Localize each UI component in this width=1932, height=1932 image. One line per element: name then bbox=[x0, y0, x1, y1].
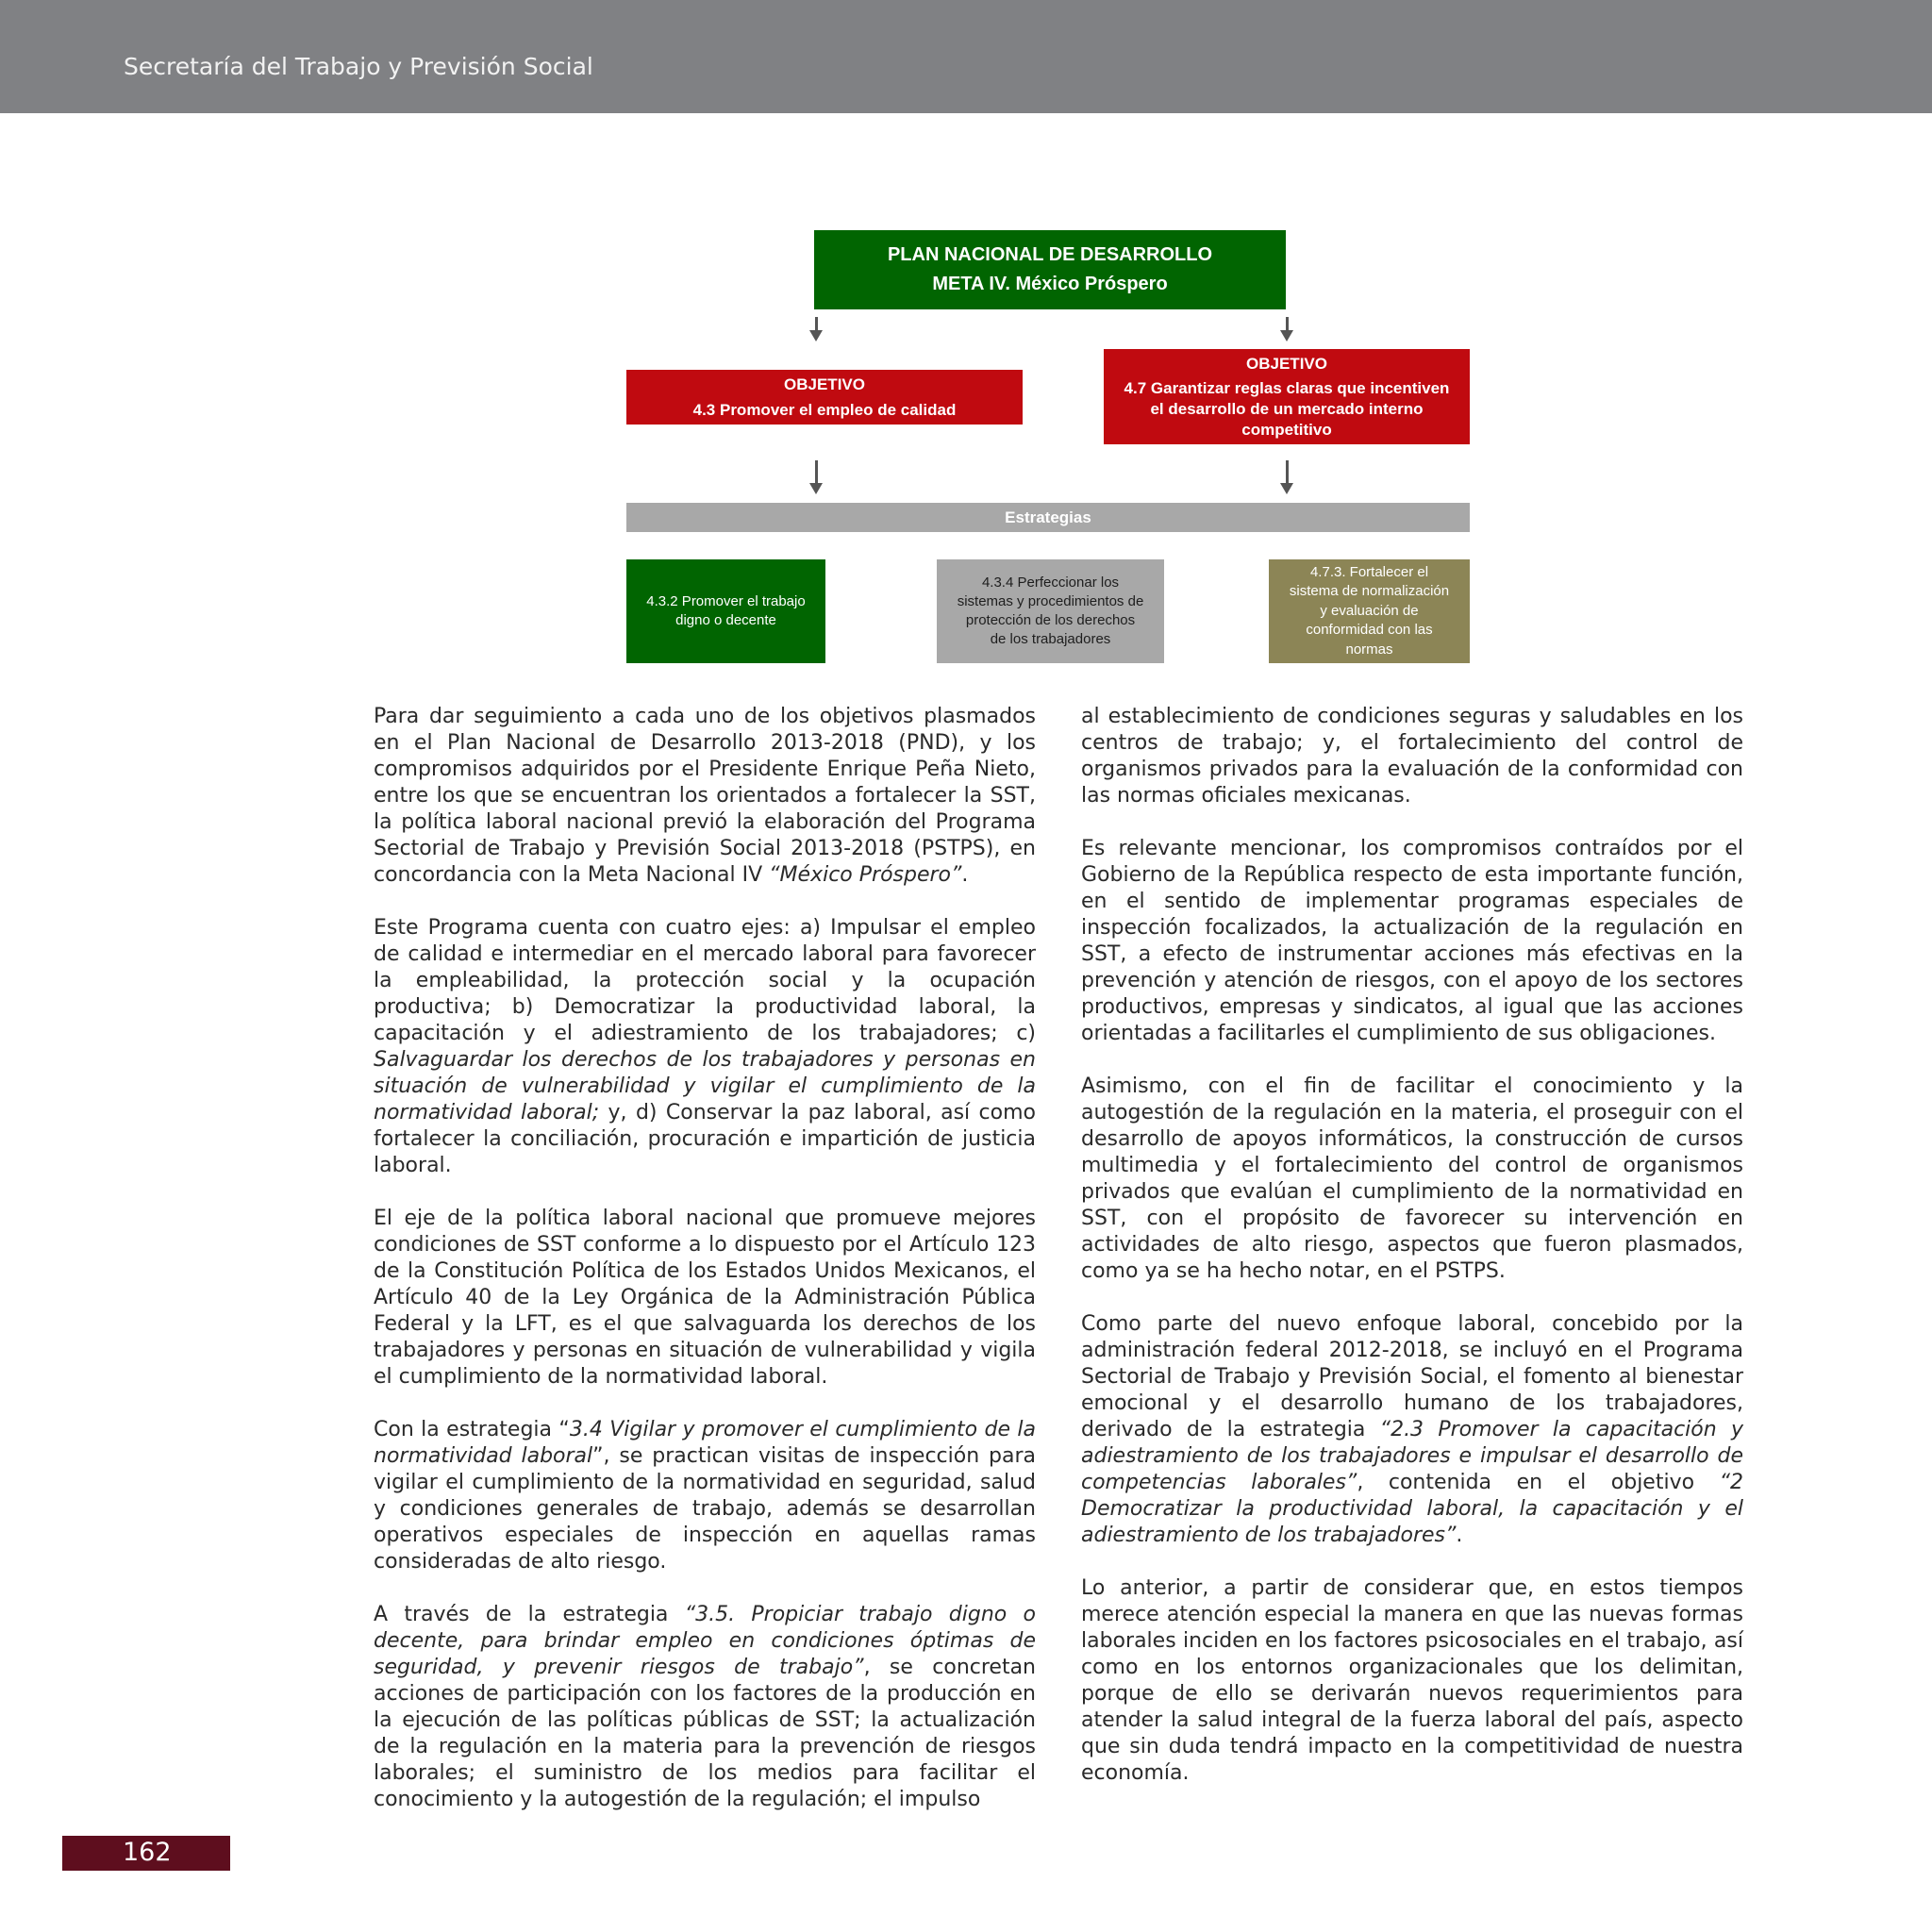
objective-heading: OBJETIVO bbox=[1246, 354, 1327, 373]
objective-text-line: competitivo bbox=[1241, 420, 1332, 439]
paragraph: Para dar seguimiento a cada uno de los objetivos plasmados en el Plan Nacional de Desarrollo 2013-2018 (PND), y los compromisos adquiridos por el Presidente Enrique Peña Nieto, entre los que se encuentran los orientados a fortalecer la SST, la política laboral nacional previó la elaboración del Programa Sectorial de Trabajo y Previsión Social 2013-2018 (PSTPS), en concordancia con la Meta Nacional IV “México Próspero”. bbox=[374, 705, 1036, 887]
plan-subtitle: META IV. México Próspero bbox=[932, 274, 1168, 294]
strategy-box-4-7-3 bbox=[1269, 559, 1470, 663]
objective-box-4-3 bbox=[626, 370, 1023, 425]
objective-text: 4.3 Promover el empleo de calidad bbox=[692, 401, 957, 419]
strategy-box-4-3-4 bbox=[937, 559, 1164, 663]
header-title: Secretaría del Trabajo y Previsión Social bbox=[124, 53, 593, 80]
strategy-text-line: 4.3.2 Promover el trabajo bbox=[646, 593, 806, 609]
paragraph: Como parte del nuevo enfoque laboral, concebido por la administración federal 2012-2018, se incluyó en el Programa Sectorial de Trabajo y Previsión Social, el fomento al bienestar emocional y el desarrollo humano de los trabajadores, derivado de la estrategia “2.3 Promover la capacitación y adiestramiento de los trabajadores e impulsar el desarrollo de competencias laborales”, contenida en el objetivo “2 Democratizar la productividad laboral, la capacitación y el adiestramiento de los trabajadores”. bbox=[1081, 1312, 1743, 1547]
page-number: 162 bbox=[123, 1838, 172, 1867]
arrow-down-icon bbox=[809, 317, 823, 341]
arrow-down-icon bbox=[809, 460, 823, 494]
paragraph: A través de la estrategia “3.5. Propiciar trabajo digno o decente, para brindar empleo en condiciones óptimas de seguridad, y prevenir riesgos de trabajo”, se concretan acciones de participación con los factores de la producción en la ejecución de las políticas públicas de SST; la actualización de la regulación en la materia para la prevención de riesgos laborales; el suministro de los medios para facilitar el conocimiento y la autogestión de la regulación; el impulso bbox=[374, 1603, 1036, 1811]
strategy-text-line: y evaluación de bbox=[1320, 602, 1419, 619]
paragraph: Asimismo, con el fin de facilitar el conocimiento y la autogestión de la regulación en la materia, el proseguir con el desarrollo de apoyos informáticos, la construcción de cursos multimedia y el fortalecimiento del control de organismos privados que evalúan el cumplimiento de la normatividad en SST, con el propósito de favorecer su intervención en actividades de alto riesgo, aspectos que fueron plasmados, como ya se ha hecho notar, en el PSTPS. bbox=[1081, 1074, 1743, 1283]
paragraph: Con la estrategia “3.4 Vigilar y promover el cumplimiento de la normatividad laboral”, se practican visitas de inspección para vigilar el cumplimiento de la normatividad en seguridad, salud y condiciones generales de trabajo, además se desarrollan operativos especiales de inspección en aquellas ramas consideradas de alto riesgo. bbox=[374, 1418, 1036, 1574]
objective-heading: OBJETIVO bbox=[784, 375, 865, 393]
paragraph: al establecimiento de condiciones seguras y saludables en los centros de trabajo; y, el fortalecimiento del control de organismos privados para la evaluación de la conformidad con las normas oficiales mexicanas. bbox=[1081, 705, 1743, 808]
objective-text-line: el desarrollo de un mercado interno bbox=[1150, 399, 1424, 418]
arrow-down-icon bbox=[1280, 317, 1293, 341]
objective-text-line: 4.7 Garantizar reglas claras que incentiven bbox=[1124, 378, 1450, 397]
left-column bbox=[374, 704, 1036, 1840]
paragraph: Lo anterior, a partir de considerar que, en estos tiempos merece atención especial la manera en que las nuevas formas laborales inciden en los factores psicosociales en el trabajo, así como en los entornos organizacionales que los delimitan, porque de ello se derivarán nuevos requerimientos para atender la salud integral de la fuerza laboral del país, aspecto que sin duda tendrá impacto en la competitividad de nuestra economía. bbox=[1081, 1576, 1743, 1785]
arrow-down-icon bbox=[1280, 460, 1293, 494]
strategies-bar bbox=[626, 503, 1470, 532]
strategy-text-line: normas bbox=[1345, 641, 1393, 658]
strategy-text-line: de los trabajadores bbox=[990, 631, 1111, 647]
plan-title: PLAN NACIONAL DE DESARROLLO bbox=[887, 244, 1213, 265]
strategy-text-line: conformidad con las bbox=[1306, 622, 1433, 639]
paragraph: Este Programa cuenta con cuatro ejes: a) Impulsar el empleo de calidad e intermediar en el mercado laboral para favorecer la empleabilidad, la protección social y la ocupación productiva; b) Democratizar la productividad laboral, la capacitación y el adiestramiento de los trabajadores; c) Salvaguardar los derechos de los trabajadores y personas en situación de vulnerabilidad y vigilar el cumplimiento de la normatividad laboral; y, d) Conservar la paz laboral, así como fortalecer la conciliación, procuración e impartición de justicia laboral. bbox=[374, 916, 1036, 1177]
strategy-text-line: protección de los derechos bbox=[965, 612, 1136, 628]
strategy-text-line: digno o decente bbox=[675, 612, 776, 628]
strategy-box-4-3-2 bbox=[626, 559, 825, 663]
paragraph: Es relevante mencionar, los compromisos contraídos por el Gobierno de la República respecto de esta importante función, en el sentido de implementar programas especiales de inspección focalizados, la actualización de la regulación en SST, a efecto de instrumentar acciones más efectivas en la prevención y atención de riesgos, con el apoyo de los sectores productivos, empresas y sindicatos, al igual que las acciones orientadas a facilitarles el cumplimiento de sus obligaciones. bbox=[1081, 837, 1743, 1045]
plan-box bbox=[814, 230, 1286, 309]
paragraph: El eje de la política laboral nacional que promueve mejores condiciones de SST conforme a lo dispuesto por el Artículo 123 de la Constitución Política de los Estados Unidos Mexicanos, el Artículo 40 de la Ley Orgánica de la Administración Pública Federal y la LFT, es el que salvaguarda los derechos de los trabajadores y personas en situación de vulnerabilidad y vigila el cumplimiento de la normatividad laboral. bbox=[374, 1207, 1036, 1389]
objective-box-4-7 bbox=[1104, 349, 1470, 444]
strategy-text-line: 4.7.3. Fortalecer el bbox=[1309, 563, 1429, 580]
strategy-text-line: 4.3.4 Perfeccionar los bbox=[981, 575, 1120, 591]
strategy-text-line: sistema de normalización bbox=[1289, 583, 1450, 600]
strategy-text-line: sistemas y procedimientos de bbox=[957, 593, 1144, 609]
strategies-label: Estrategias bbox=[1005, 508, 1091, 526]
right-column bbox=[1081, 704, 1743, 1813]
